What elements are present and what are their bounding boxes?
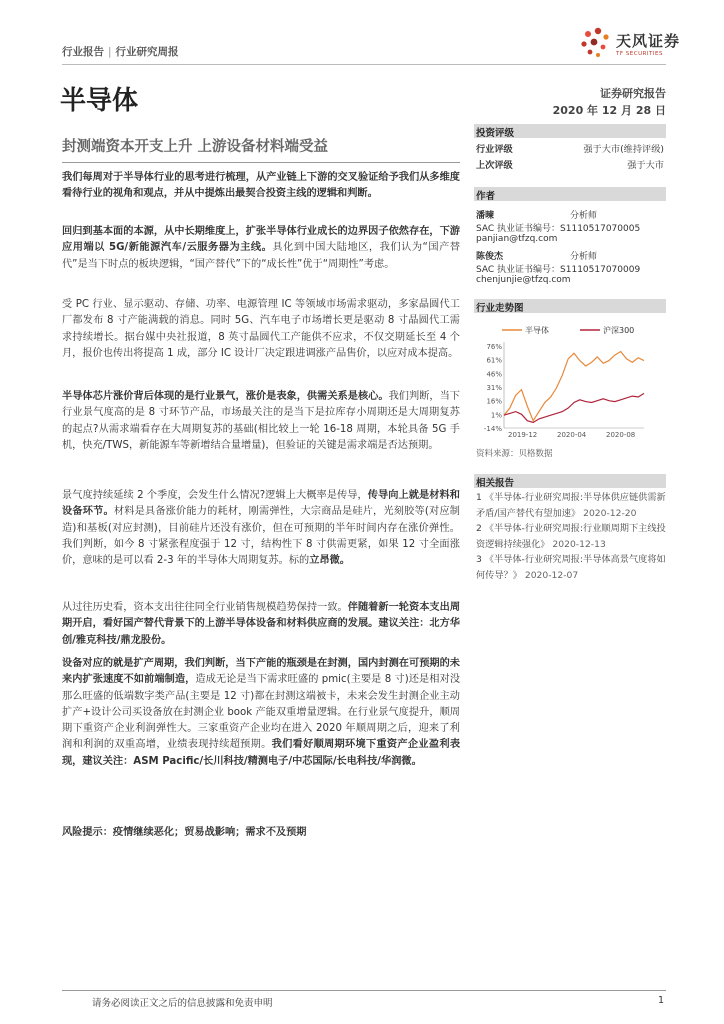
prev-rating-label: 上次评级 [476, 160, 513, 171]
author2-email[interactable]: chenjunjie@tfzq.com [476, 275, 571, 285]
authors-heading: 作者 [476, 191, 496, 202]
logo-text: 天风证券 [616, 32, 681, 50]
capex-paragraph [62, 600, 460, 649]
author1-email[interactable]: panjian@tfzq.com [476, 234, 558, 244]
risk-warning: 风险提示：疫情继续恶化；贸易战影响；需求不及预期 [62, 827, 307, 838]
series-line [504, 352, 644, 421]
related-reports-list [476, 490, 666, 583]
y-tick-label: 1% [490, 411, 502, 420]
y-tick-label: 61% [486, 356, 502, 365]
y-tick-label: 16% [486, 397, 502, 406]
industry-rating-row [474, 141, 666, 155]
materials-paragraph [62, 488, 460, 569]
related-report-date: 2020-12-07 [524, 569, 579, 581]
trend-heading: 行业走势图 [476, 303, 524, 314]
materials-bold-1: 传导向上就是材料和设备环节。 [62, 490, 460, 518]
related-report-date: 2020-12-20 [583, 507, 637, 519]
related-report-item[interactable] [476, 490, 666, 521]
x-tick-label: 2020-04 [557, 431, 587, 439]
header-divider [62, 64, 666, 65]
breadcrumb-separator: | [108, 46, 112, 58]
series-line [504, 393, 644, 422]
price-text: 我们判断，当下行业景气度高的是 8 寸环节产品，市场最关注的是当下是拉库存小周期还是大周期复苏的起点?从需求端看存在大周期复苏的基础(相比较上一轮 16-18 周期，本轮具备 5G 手机，快充/TWS，新能源车等新增结合量增量)，但验证的关键是需求端是否达预期。 [62, 391, 460, 451]
x-tick-label: 2020-08 [606, 431, 636, 439]
capacity-paragraph: 受 PC 行业、显示驱动、存储、功率、电源管理 IC 等领域市场需求驱动，多家晶圆代工厂都发布 8 寸产能满载的消息。同时 5G、汽车电子市场增长更是驱动 8 寸晶圆代工需求持续增长。据台媒中央社报道，8 英寸晶圆代工产能供不应求，不仅交期延长至 4 个月，报价也传出将提高 1 成，部分 IC 设计厂决定跟进调涨产品售价，以应对成本提高。 [62, 299, 460, 359]
packaging-bold-1: 设备对应的就是扩产周期，我们判断，当下产能的瓶颈是在封测，国内封测在可预期的未来内扩张速度不如前端制造， [62, 658, 460, 686]
prev-rating-value: 强于大市 [627, 160, 664, 171]
report-subcategory: 行业研究周报 [115, 46, 179, 58]
author2-role: 分析师 [570, 252, 598, 262]
price-paragraph [62, 389, 460, 454]
packaging-paragraph [62, 656, 460, 770]
report-date: 2020 年 12 月 28 日 [552, 104, 666, 117]
author1-name: 潘暕 [476, 211, 495, 221]
materials-text-2: 材料是具备涨价能力的耗材，刚需弹性，大宗商品是硅片，光刻胶等(对应制造)和基板(对应封测)，目前硅片还没有涨价，但在可预期的半年时间内存在涨价弹性。我们判断，如今 8 寸紧张程度强于 12 寸，结构性下 8 寸供需更紧，如果 12 寸全面涨价，意味的是可以看 2-3 年的半导体大周期复苏。标的 [62, 506, 460, 567]
related-report-title[interactable]: 3 《半导体-行业研究周报:半导体高景气度将如何传导？》 [476, 554, 666, 581]
fundamentals-text: 具化到中国大陆地区，我们认为“国产替代”是当下时点的板块逻辑，“国产替代”下的“成长性”优于“周期性”考虑。 [62, 242, 461, 270]
report-subtitle: 封测端资本开支上升 上游设备材料端受益 [62, 139, 329, 155]
disclaimer-text: 请务必阅读正文之后的信息披露和免责申明 [92, 998, 273, 1009]
author1-role: 分析师 [570, 211, 598, 221]
summary-paragraph: 我们每周对于半导体行业的思考进行梳理，从产业链上下游的交叉验证给予我们从多维度看待行业的视角和观点，并从中提炼出最契合投资主线的逻辑和判断。 [62, 172, 460, 200]
report-breadcrumb [62, 44, 179, 59]
related-report-item[interactable] [476, 521, 666, 552]
subtitle-divider [62, 162, 460, 163]
report-type: 证券研究报告 [600, 87, 666, 100]
related-report-title[interactable]: 2 《半导体-行业研究周报:行业顺周期下主线投资逻辑持续强化》 [476, 523, 666, 550]
related-heading: 相关报告 [476, 478, 515, 489]
capex-bold: 伴随着新一轮资本支出周期开启，看好国产替代背景下的上游半导体设备和材料供应商的发展。建议关注：北方华创/雅克科技/鼎龙股份。 [62, 602, 461, 646]
price-bold: 半导体芯片涨价背后体现的是行业景气，涨价是表象，供需关系是核心。 [62, 391, 389, 402]
fundamentals-bold: 回归到基本面的本源，从中长期维度上，扩张半导体行业成长的边界因子依然存在，下游应用端以 5G/新能源汽车/云服务器为主线。 [62, 226, 460, 254]
author1-cert: SAC 执业证书编号：S1110517070005 [476, 224, 641, 234]
x-tick-label: 2019-12 [508, 431, 538, 439]
report-category: 行业报告 [62, 46, 104, 58]
related-report-date: 2020-12-13 [552, 538, 606, 550]
industry-rating-value: 强于大市(维持评级) [583, 144, 664, 155]
packaging-bold-2: 我们看好顺周期环境下重资产企业盈利表现，建议关注：ASM Pacific/长川科技/精测电子/中芯国际/长电科技/华润微。 [62, 739, 461, 767]
page-number: 1 [657, 995, 664, 1006]
rating-heading: 投资评级 [476, 128, 515, 139]
logo-english-text: TF SECURITIES [616, 51, 663, 57]
author2-cert: SAC 执业证书编号：S1110517070009 [476, 265, 641, 275]
related-report-item[interactable] [476, 552, 666, 583]
materials-text-1: 景气度持续延续 2 个季度，会发生什么情况?逻辑上大概率是传导， [62, 490, 368, 501]
prev-rating-row [474, 157, 666, 171]
packaging-text: 造成无论是当下需求旺盛的 pmic(主要是 8 寸)还是相对没那么旺盛的低端数字类产品(主要是 12 寸)都在封测这端被卡，未来会发生封测企业主动扩产+设计公司买设备放在封测企业 book 产能双重增量逻辑。在行业景气度提升，顺周期下重资产企业利润弹性大。三家重资产企业均在进入 2020 年顺周期之后，迎来了利润和利润的双重高增，业绩表现持续超预期。 [62, 674, 461, 751]
chart-source: 资料来源：贝格数据 [476, 449, 553, 459]
industry-trend-chart [474, 318, 666, 440]
author2-name: 陈俊杰 [476, 252, 504, 262]
capex-text: 从过往历史看，资本支出往往同全行业销售规模趋势保持一致。 [62, 602, 348, 613]
y-tick-label: 76% [486, 343, 502, 351]
legend-label: 半导体 [525, 326, 549, 335]
related-report-title[interactable]: 1 《半导体-行业研究周报:半导体供应链供需新矛盾/国产替代有望加速》 [476, 492, 666, 519]
y-tick-label: -14% [483, 425, 502, 433]
industry-rating-label: 行业评级 [476, 144, 513, 155]
page-title: 半导体 [60, 86, 139, 116]
y-tick-label: 46% [486, 370, 502, 379]
authors-header-bar [474, 187, 666, 201]
fundamentals-paragraph [62, 224, 460, 273]
legend-label: 沪深300 [603, 326, 635, 335]
materials-bold-2: 立昂微。 [309, 555, 350, 567]
y-tick-label: 31% [486, 384, 502, 392]
footer-divider [62, 990, 666, 991]
